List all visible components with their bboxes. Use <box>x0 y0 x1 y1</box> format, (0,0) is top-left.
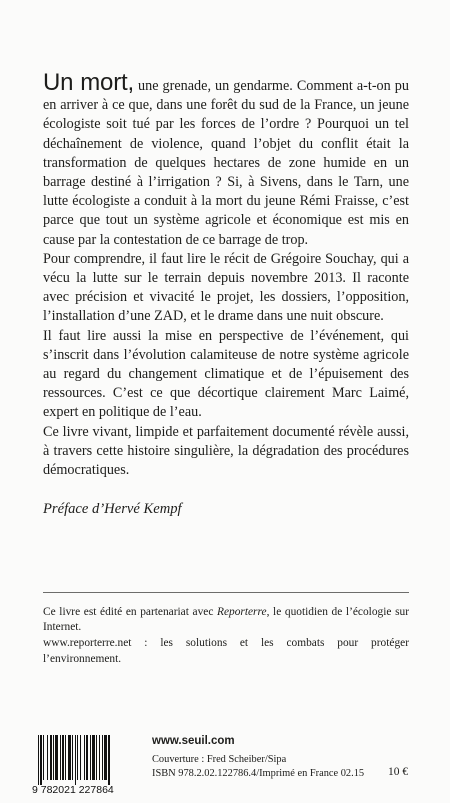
blurb-paragraph-4: Ce livre vivant, limpide et parfaitement documenté révèle aussi, à travers cette histoire singulière, la dégradation des procédures démocratiques. <box>43 423 409 479</box>
cover-credit: Couverture : Fred Scheiber/Sipa <box>152 754 287 765</box>
blurb-lead: Un mort, <box>43 69 134 96</box>
barcode-digits: 9 782021 227864 <box>32 784 114 795</box>
barcode-graphic <box>32 735 146 795</box>
divider <box>43 592 409 593</box>
preface-credit: Préface d’Hervé Kempf <box>43 501 182 518</box>
partner-name: Reporterre <box>217 606 267 618</box>
blurb-paragraph-2: Pour comprendre, il faut lire le récit de Grégoire Souchay, qui a vécu la lutte sur le terrain depuis novembre 2013. Il raconte avec précision et vivacité le projet, les dossiers, l’opposition, l’installation d’une ZAD, et le drame dans une nuit obscure. <box>43 250 409 325</box>
partnership-text-end: , le quotidien de l’écologie sur Internet. <box>43 606 409 634</box>
partner-site-note: www.reporterre.net : les solutions et les combats pour protéger l’environnement. <box>43 637 409 665</box>
blurb <box>43 69 409 519</box>
isbn-line: ISBN 978.2.02.122786.4/Imprimé en France 02.15 <box>152 768 365 779</box>
partnership-notes <box>43 605 409 668</box>
blurb-paragraph-1 <box>43 69 409 250</box>
isbn-barcode <box>32 735 146 800</box>
blurb-paragraph-3: Il faut lire aussi la mise en perspective de l’événement, qui s’inscrit dans l’évolution calamiteuse de notre système agricole au regard du changement climatique et de l’épuisement des ressources. C’est ce que décortique clairement Marc Laimé, expert en politique de l’eau. <box>43 327 409 421</box>
partnership-note <box>43 605 409 635</box>
publisher-website: www.seuil.com <box>152 735 235 747</box>
price: 10 € <box>388 766 409 778</box>
blurb-paragraph-1-text: une grenade, un gendarme. Comment a-t-on pu en arriver à ce que, dans une forêt du sud de la France, un jeune écologiste soit tué par les forces de l’ordre ? Pourquoi un tel déchaînement de violence, quand l’objet du conflit était la transformation de quelques hectares de zone humide en un barrage destiné à l’irrigation ? Si, à Sivens, dans le Tarn, une lutte écologiste a conduit à la mort du jeune Rémi Fraisse, c’est parce que tout un système agricole et économique est mis en cause par la contestation de ce barrage de trop. <box>43 78 409 248</box>
partnership-text: Ce livre est édité en partenariat avec <box>43 606 217 618</box>
